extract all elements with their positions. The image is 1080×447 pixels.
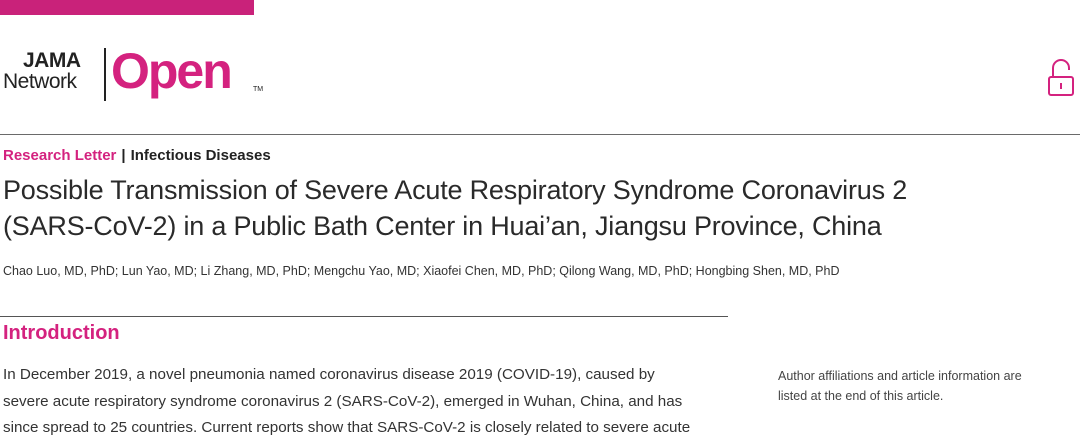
paragraph-line-2: severe acute respiratory syndrome coronavirus 2 (SARS-CoV-2), emerged in Wuhan, China, and has bbox=[3, 392, 683, 410]
title-line-1: Possible Transmission of Severe Acute Respiratory Syndrome Coronavirus 2 bbox=[3, 175, 908, 205]
sidebar-note-line-2: listed at the end of this article. bbox=[778, 389, 944, 403]
logo-network-text: Network bbox=[3, 70, 77, 93]
introduction-paragraph bbox=[3, 362, 743, 442]
author-affiliations-note bbox=[778, 366, 1068, 406]
section-divider bbox=[0, 316, 728, 317]
section-heading-introduction: Introduction bbox=[3, 322, 120, 344]
author-list: Chao Luo, MD, PhD; Lun Yao, MD; Li Zhang, MD, PhD; Mengchu Yao, MD; Xiaofei Chen, MD, PhD; Qilong Wang, MD, PhD; Hongbing Shen, MD, PhD bbox=[3, 264, 840, 278]
article-type-link[interactable]: Research Letter bbox=[3, 147, 117, 164]
paragraph-line-1: In December 2019, a novel pneumonia named coronavirus disease 2019 (COVID-19), caused by bbox=[3, 366, 655, 383]
article-category bbox=[3, 146, 271, 166]
logo-jama-text: JAMA bbox=[23, 49, 81, 72]
brand-color-bar bbox=[0, 0, 254, 15]
article-title bbox=[3, 172, 1063, 244]
article-topic-link[interactable]: Infectious Diseases bbox=[130, 147, 271, 164]
unlocked-padlock-icon bbox=[1046, 58, 1076, 98]
logo-divider bbox=[104, 48, 106, 101]
header-divider bbox=[0, 134, 1080, 135]
category-separator: | bbox=[121, 147, 126, 164]
logo-trademark: TM bbox=[253, 86, 264, 93]
logo-open-text: Open bbox=[111, 43, 231, 99]
title-line-2: (SARS-CoV-2) in a Public Bath Center in Huai’an, Jiangsu Province, China bbox=[3, 211, 882, 241]
paragraph-line-3: since spread to 25 countries. Current reports show that SARS-CoV-2 is closely related to severe acute bbox=[3, 419, 691, 436]
sidebar-note-line-1: Author affiliations and article information are bbox=[778, 369, 1022, 383]
